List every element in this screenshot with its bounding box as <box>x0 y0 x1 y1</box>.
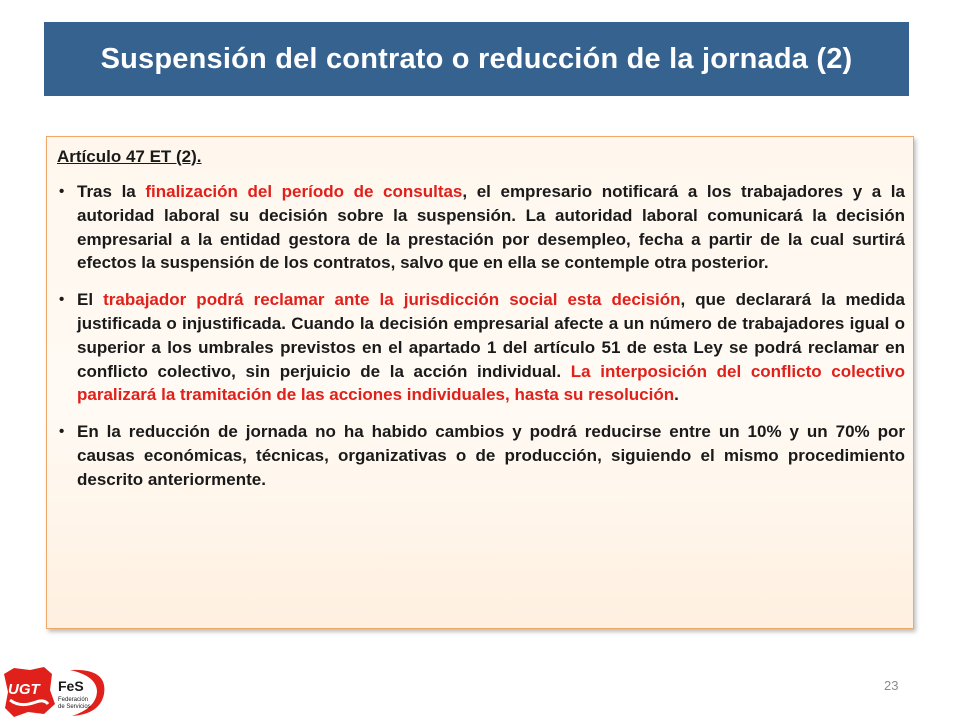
page-number: 23 <box>884 678 899 693</box>
bullet-item <box>57 420 905 491</box>
text-segment: . <box>674 385 679 405</box>
fes-subtitle-line2: de Servicios <box>58 704 91 710</box>
bullet-item <box>57 180 905 275</box>
highlight-segment: finalización del período de consultas <box>145 182 463 201</box>
bullet-dot-icon: • <box>59 423 65 441</box>
text-segment: , el empresario notificará a los trabajadores y a la autoridad laboral su decisión sobre la suspensión. La autoridad laboral comunicará la decisión empresarial a la entidad gestora de la prestación por desempleo, fecha a partir de la cual surtirá efectos la suspensión de los contratos, salvo que en ella se contemple otra posterior. <box>77 182 905 273</box>
article-heading: Artículo 47 ET (2). <box>57 147 202 166</box>
highlight-segment: La interposición del conflicto colectivo paralizará la tramitación de las acciones individuales, hasta su resolución <box>77 361 905 405</box>
bullet-dot-icon: • <box>59 291 65 309</box>
ugt-logo-text: UGT <box>8 681 40 698</box>
fes-subtitle-line1: Federación <box>58 697 89 703</box>
text-segment: El <box>77 290 104 310</box>
text-segment: , que declarará la medida justificada o injustificada. Cuando la decisión empresarial afecte a un número de trabajadores igual o superior a los umbrales previstos en el apartado 1 del artículo 51 de esta Ley se podrá reclamar en conflicto colectivo, sin perjuicio de la acción individual. <box>77 290 905 381</box>
bullet-list <box>57 180 905 492</box>
fes-logo-text: FeS <box>58 678 84 694</box>
bullet-item <box>57 288 905 407</box>
slide-title: Suspensión del contrato o reducción de la jornada (2) <box>100 42 853 75</box>
ugt-badge-icon <box>4 667 55 717</box>
title-bar <box>44 22 909 96</box>
content-box <box>46 136 914 629</box>
bullet-dot-icon: • <box>59 183 65 200</box>
ugt-fes-logo <box>0 664 115 720</box>
text-segment: Tras la <box>77 182 146 201</box>
highlight-segment: trabajador podrá reclamar ante la jurisdicción social esta decisión <box>103 290 681 310</box>
text-segment: En la reducción de jornada no ha habido cambios y podrá reducirse entre un 10% y un 70% por causas económicas, técnicas, organizativas o de producción, siguiendo el mismo procedimiento descrito anteriormente. <box>77 422 905 489</box>
fes-mark-icon <box>58 670 104 716</box>
